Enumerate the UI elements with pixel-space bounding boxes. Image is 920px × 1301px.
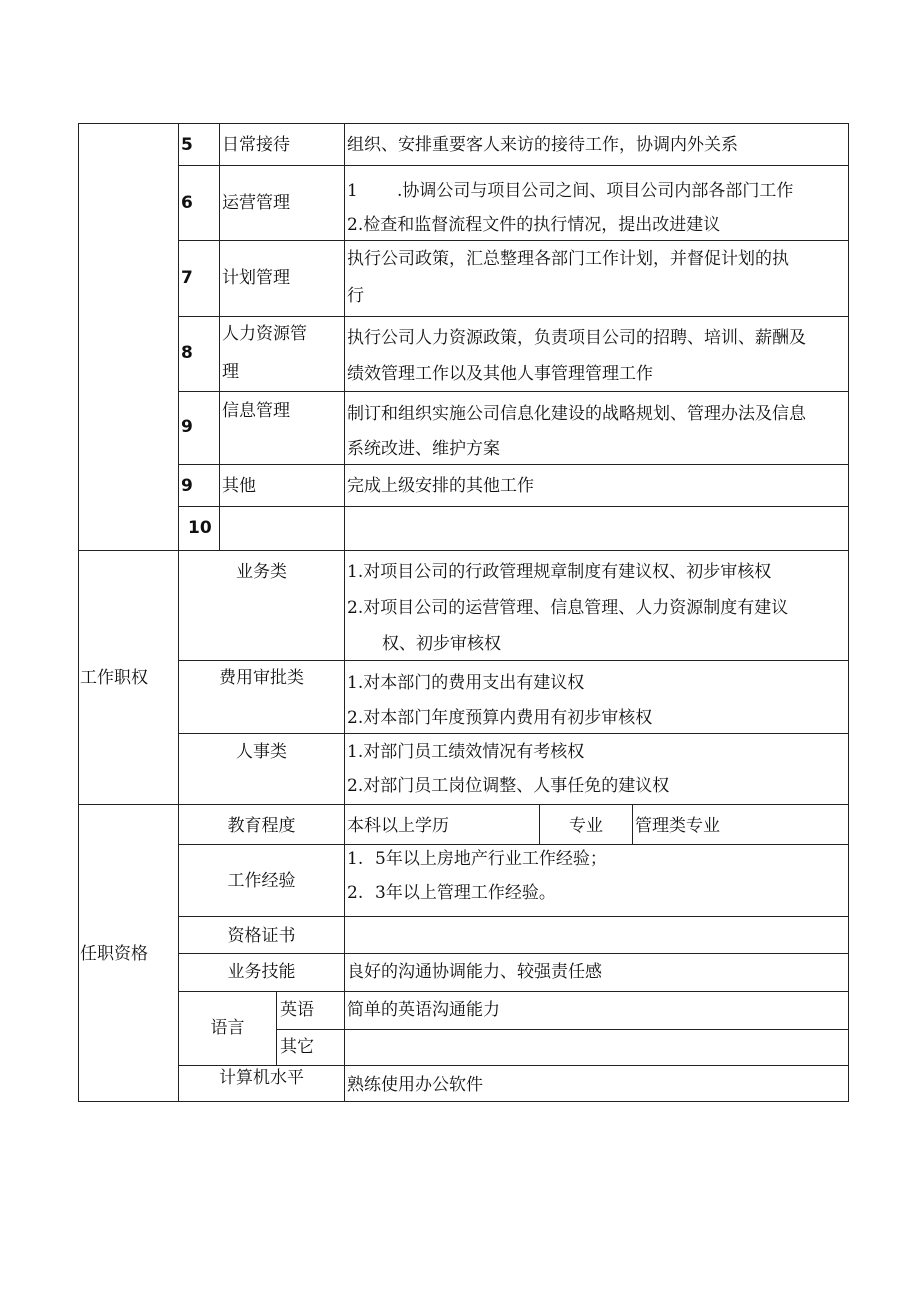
duty-description: .协调公司与项目公司之间、项目公司内部各部门工作 <box>397 181 794 201</box>
grid-line <box>78 550 849 551</box>
duty-number: 6 <box>181 193 193 213</box>
duty-name: 计划管理 <box>222 268 290 288</box>
grid-line <box>78 123 849 124</box>
authority-item: 2.对项目公司的运营管理、信息管理、人力资源制度有建议 <box>347 598 789 618</box>
duty-description: 绩效管理工作以及其他人事管理管理工作 <box>347 364 653 384</box>
experience-item: 5年以上房地产行业工作经验； <box>375 849 607 869</box>
grid-line <box>848 123 849 1102</box>
grid-line <box>178 240 849 241</box>
authority-item: 1.对部门员工绩效情况有考核权 <box>347 742 585 762</box>
duty-description: 执行公司政策，汇总整理各部门工作计划，并督促计划的执 <box>347 249 789 269</box>
grid-line <box>178 953 849 954</box>
duty-name: 其他 <box>222 476 256 496</box>
duty-name: 运营管理 <box>222 193 290 213</box>
grid-line <box>178 123 179 1102</box>
grid-line <box>178 991 849 992</box>
duty-name: 理 <box>222 362 239 382</box>
grid-line <box>78 804 849 805</box>
authority-category: 人事类 <box>236 742 287 762</box>
duty-name: 人力资源管 <box>222 324 307 344</box>
duty-description: 完成上级安排的其他工作 <box>347 476 534 496</box>
grid-line <box>178 464 849 465</box>
authority-item: 2.对部门员工岗位调整、人事任免的建议权 <box>347 776 670 796</box>
experience-item-number: 2. <box>347 883 364 903</box>
major-label: 专业 <box>569 816 603 836</box>
language-label: 语言 <box>210 1018 245 1038</box>
grid-line <box>219 123 220 550</box>
qualification-label: 任职资格 <box>80 944 148 964</box>
duty-description: 系统改进、维护方案 <box>347 439 500 459</box>
duty-description: 组织、安排重要客人来访的接待工作，协调内外关系 <box>347 135 738 155</box>
major-value: 管理类专业 <box>635 816 720 836</box>
english-label: 英语 <box>280 1000 314 1020</box>
authority-item: 2.对本部门年度预算内费用有初步审核权 <box>347 708 653 728</box>
other-language-label: 其它 <box>280 1037 314 1057</box>
grid-line <box>178 1065 849 1066</box>
grid-line <box>276 991 277 1065</box>
authority-category: 业务类 <box>236 562 287 582</box>
duty-number: 9 <box>181 476 193 496</box>
duty-number: 7 <box>181 268 193 288</box>
authority-item: 1.对本部门的费用支出有建议权 <box>347 673 585 693</box>
authority-item: 权、初步审核权 <box>382 634 501 654</box>
duty-number: 8 <box>181 343 193 363</box>
duty-number: 5 <box>181 135 193 155</box>
grid-line <box>178 916 849 917</box>
experience-item: 3年以上管理工作经验。 <box>375 883 556 903</box>
computer-value: 熟练使用办公软件 <box>347 1075 483 1095</box>
grid-line <box>178 660 849 661</box>
education-value: 本科以上学历 <box>347 816 449 836</box>
grid-line <box>632 804 633 844</box>
grid-line <box>276 1029 849 1030</box>
duty-number: 9 <box>181 417 193 437</box>
grid-line <box>78 123 79 1102</box>
duty-description: 2.检查和监督流程文件的执行情况，提出改进建议 <box>347 215 721 235</box>
duty-name: 信息管理 <box>222 401 290 421</box>
grid-line <box>178 165 849 166</box>
education-label: 教育程度 <box>227 816 296 836</box>
computer-label: 计算机水平 <box>219 1068 304 1088</box>
authority-item: 1.对项目公司的行政管理规章制度有建议权、初步审核权 <box>347 562 772 582</box>
duty-description-number: 1 <box>347 181 358 201</box>
skills-value: 良好的沟通协调能力、较强责任感 <box>347 962 602 982</box>
duty-number: 10 <box>188 518 212 538</box>
grid-line <box>178 506 849 507</box>
experience-item-number: 1. <box>347 849 364 869</box>
grid-line <box>344 123 345 1102</box>
skills-label: 业务技能 <box>227 962 296 982</box>
grid-line <box>178 844 849 845</box>
duty-name: 日常接待 <box>222 135 290 155</box>
grid-line <box>178 733 849 734</box>
duty-description: 执行公司人力资源政策，负责项目公司的招聘、培训、薪酬及 <box>347 328 806 348</box>
duty-description: 行 <box>347 286 364 306</box>
authority-category: 费用审批类 <box>219 668 304 688</box>
duty-description: 制订和组织实施公司信息化建设的战略规划、管理办法及信息 <box>347 404 806 424</box>
authority-label: 工作职权 <box>80 668 148 688</box>
certificate-label: 资格证书 <box>227 926 296 946</box>
grid-line <box>178 391 849 392</box>
grid-line <box>78 1101 849 1102</box>
grid-line <box>178 316 849 317</box>
english-value: 简单的英语沟通能力 <box>347 1000 500 1020</box>
experience-label: 工作经验 <box>227 871 296 891</box>
